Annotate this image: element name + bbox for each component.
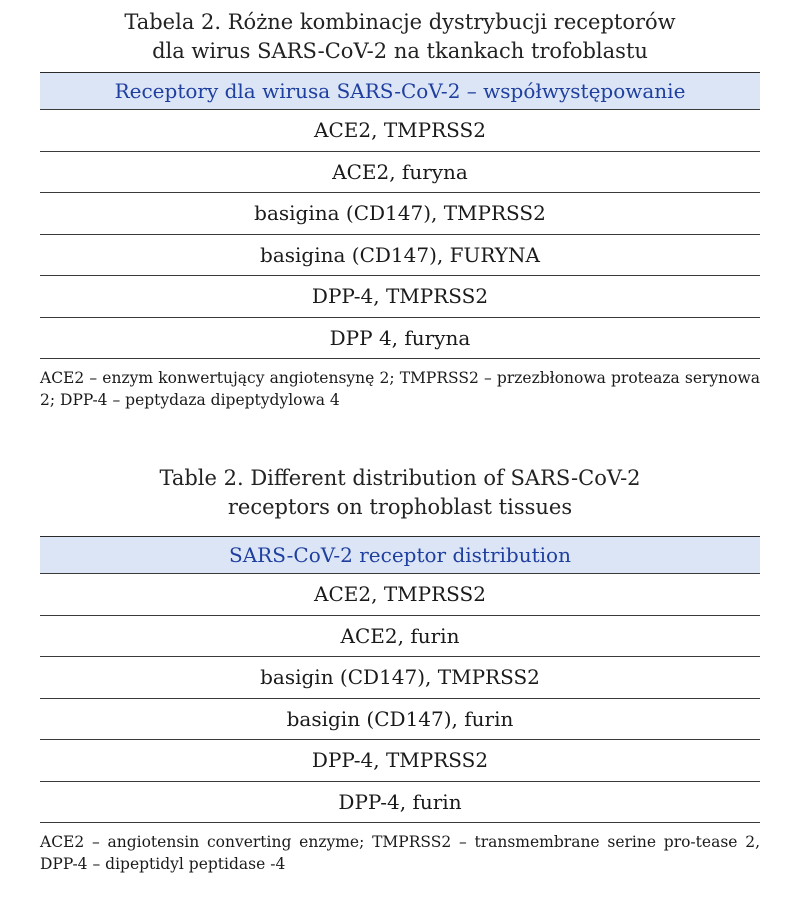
- table-cell: basigina (CD147), FURYNA: [40, 234, 760, 276]
- table-cell: DPP 4, furyna: [40, 317, 760, 359]
- table-row: [40, 110, 760, 152]
- table-row: [40, 193, 760, 235]
- table-row: [40, 698, 760, 740]
- table-cell: ACE2, TMPRSS2: [40, 574, 760, 616]
- table-row: [40, 657, 760, 699]
- english-table-block: [40, 464, 760, 875]
- english-caption-line-1: Table 2. Different distribution of SARS-CoV-2: [159, 466, 641, 490]
- table-cell: DPP-4, TMPRSS2: [40, 740, 760, 782]
- table-cell: DPP-4, TMPRSS2: [40, 276, 760, 318]
- polish-table-caption: [40, 8, 760, 66]
- table-cell: DPP-4, furin: [40, 781, 760, 823]
- table-cell: basigin (CD147), furin: [40, 698, 760, 740]
- table-cell: basigin (CD147), TMPRSS2: [40, 657, 760, 699]
- polish-caption-line-2: dla wirus SARS-CoV-2 na tkankach trofoblastu: [152, 39, 648, 63]
- english-caption-line-2: receptors on trophoblast tissues: [227, 495, 573, 519]
- polish-table-header: Receptory dla wirusa SARS-CoV-2 – współwystępowanie: [40, 73, 760, 110]
- table-row: [40, 574, 760, 616]
- table-row: [40, 276, 760, 318]
- table-cell: basigina (CD147), TMPRSS2: [40, 193, 760, 235]
- english-receptor-table: [40, 536, 760, 823]
- table-cell: ACE2, TMPRSS2: [40, 110, 760, 152]
- table-cell: ACE2, furyna: [40, 151, 760, 193]
- polish-caption-line-1: Tabela 2. Różne kombinacje dystrybucji receptorów: [124, 10, 676, 34]
- english-table-footnote: ACE2 – angiotensin converting enzyme; TMPRSS2 – transmembrane serine pro-tease 2, DPP-4 – dipeptidyl peptidase -4: [40, 833, 760, 873]
- table-row: [40, 234, 760, 276]
- table-row: [40, 317, 760, 359]
- polish-receptor-table: [40, 72, 760, 359]
- english-table-header-row: [40, 537, 760, 574]
- polish-table-block: [40, 8, 760, 411]
- polish-table-footnote: ACE2 – enzym konwertujący angiotensynę 2; TMPRSS2 – przezbłonowa proteaza serynowa 2; DPP-4 – peptydaza dipeptydylowa 4: [40, 369, 760, 409]
- table-row: [40, 615, 760, 657]
- english-table-header: SARS-CoV-2 receptor distribution: [40, 537, 760, 574]
- table-row: [40, 740, 760, 782]
- table-row: [40, 151, 760, 193]
- polish-table-header-row: [40, 73, 760, 110]
- table-cell: ACE2, furin: [40, 615, 760, 657]
- english-table-caption: [40, 464, 760, 522]
- table-row: [40, 781, 760, 823]
